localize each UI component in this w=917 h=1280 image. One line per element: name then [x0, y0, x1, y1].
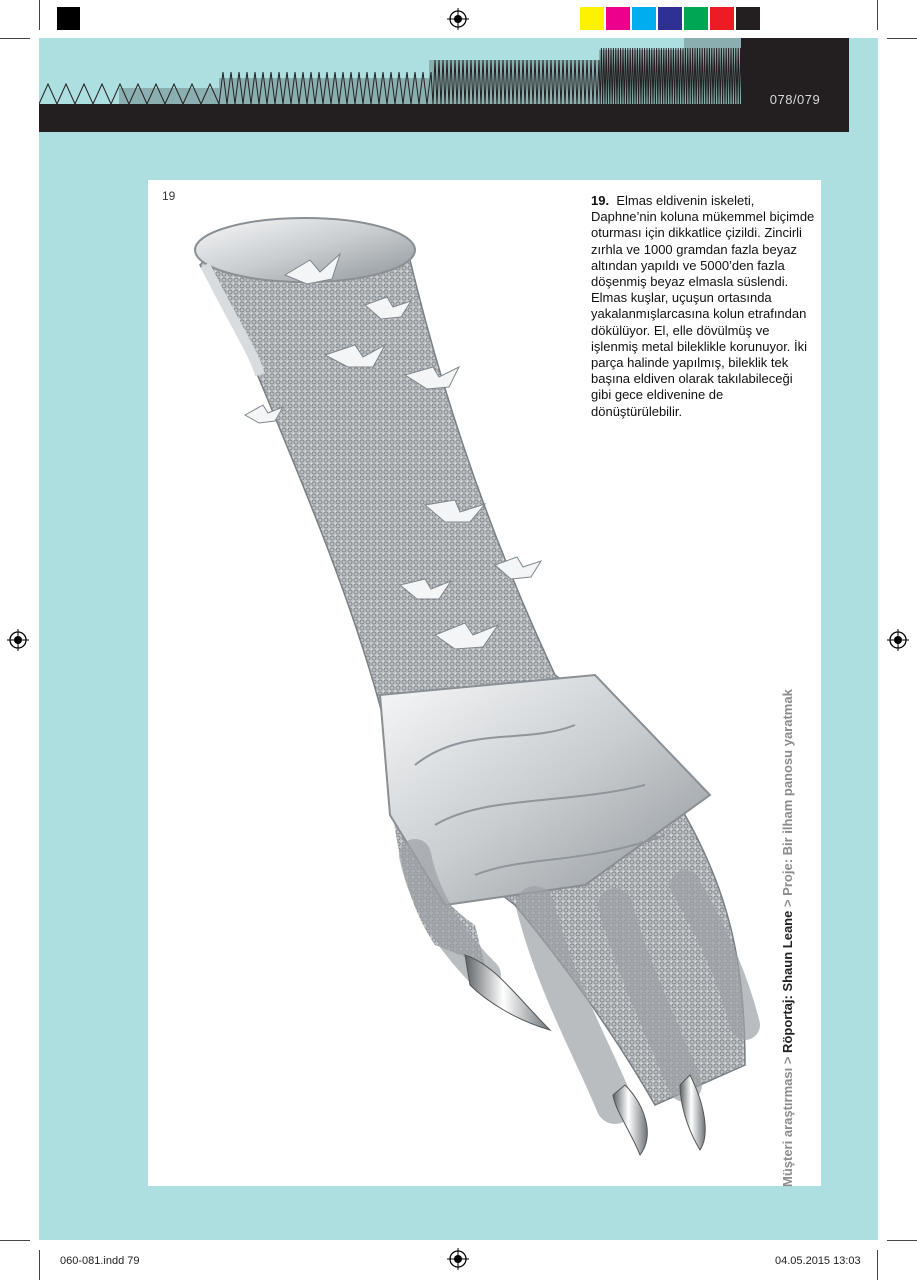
header-zigzag-band: [39, 38, 849, 132]
figure-number: 19: [162, 189, 176, 203]
registration-square: [57, 7, 80, 30]
color-bar: [580, 7, 762, 30]
crop-mark: [887, 38, 917, 39]
page-number-box: [741, 38, 849, 132]
color-swatch: [684, 7, 708, 30]
crop-mark: [877, 0, 878, 30]
crop-mark: [39, 1250, 40, 1280]
registration-mark-icon: [887, 629, 909, 651]
registration-mark-icon: [447, 1248, 469, 1270]
caption-text: Elmas eldivenin iskeleti, Daphne’nin koluna mükemmel biçimde oturması için dikkatlice çizildi. Zincirli zırhla ve 1000 gramdan fazla beyaz altından yapıldı ve 5000’den fazla döşenmiş beyaz elmasla süslendi. Elmas kuşlar, uçuşun ortasında yakalanmışlarcasına kolun etrafından dökülüyor. El, elle dövülmüş ve işlenmiş metal bileklikle korunuyor. İki parça halinde yapılmış, bileklik tek başına eldiven olarak takılabileceği gibi gece eldivenine de dönüştürülebilir.: [591, 193, 815, 419]
color-swatch: [736, 7, 760, 30]
crop-mark: [0, 38, 30, 39]
registration-mark-icon: [7, 629, 29, 651]
color-swatch: [632, 7, 656, 30]
color-swatch: [606, 7, 630, 30]
running-title-separator: >: [780, 1052, 795, 1068]
crop-mark: [887, 1240, 917, 1241]
running-title-current: Röportaj: Shaun Leane: [780, 910, 795, 1053]
page-numbers: 078/079: [769, 92, 821, 107]
slug-file: 060-081.indd 79: [60, 1255, 140, 1267]
color-swatch: [580, 7, 604, 30]
registration-mark-icon: [447, 8, 469, 30]
crop-mark: [39, 0, 40, 30]
slug-date: 04.05.2015 13:03: [775, 1255, 861, 1267]
caption: [591, 193, 816, 420]
running-title-separator: >: [780, 895, 795, 911]
color-swatch: [710, 7, 734, 30]
running-title-project: Proje: Bir ilham panosu yaratmak: [780, 689, 795, 896]
running-title: [780, 667, 795, 1187]
crop-mark: [0, 1240, 30, 1241]
crop-mark: [877, 1250, 878, 1280]
caption-number: 19.: [591, 193, 610, 208]
color-swatch: [658, 7, 682, 30]
running-title-section: Müşteri araştırması: [780, 1067, 795, 1187]
